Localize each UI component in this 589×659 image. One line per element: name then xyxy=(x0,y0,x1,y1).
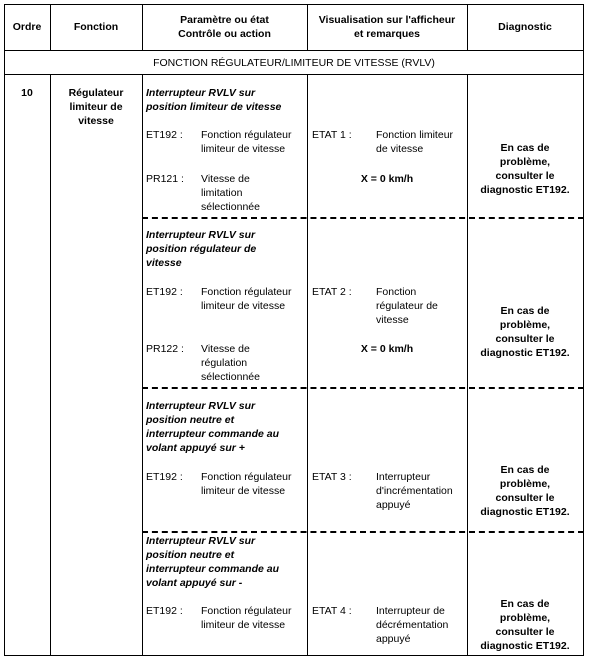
block-title-line: position neutre et xyxy=(146,414,235,426)
etat-desc-line: Interrupteur xyxy=(376,471,431,483)
etat-desc-line: Fonction xyxy=(376,286,417,298)
block-3-title xyxy=(146,399,279,455)
header-visualisation xyxy=(307,4,467,50)
etat-desc-line: appuyé xyxy=(376,499,411,511)
col-divider-2 xyxy=(142,74,143,656)
block-separator-2 xyxy=(142,387,584,389)
block-4-param-1-code: ET192 : xyxy=(146,605,183,617)
block-2-etat: ETAT 2 : xyxy=(312,286,352,298)
section-separator xyxy=(4,74,584,75)
diag-line: problème, xyxy=(499,612,551,624)
block-4-title xyxy=(146,534,279,590)
etat-desc-line: d'incrémentation xyxy=(376,485,453,497)
block-1-param-1-code: ET192 : xyxy=(146,129,183,141)
diag-line: En cas de xyxy=(500,305,550,317)
param-desc-line: Fonction régulateur xyxy=(201,286,292,298)
block-2-title xyxy=(146,228,256,270)
param-desc-line: Vitesse de xyxy=(201,173,250,185)
fonction-line: Régulateur xyxy=(68,87,124,99)
etat-desc-line: Interrupteur de xyxy=(376,605,445,617)
diag-line: En cas de xyxy=(500,598,550,610)
header-diagnostic: Diagnostic xyxy=(498,21,552,33)
block-title-line: Interrupteur RVLV sur xyxy=(146,229,256,241)
header-separator xyxy=(4,50,584,51)
block-title-line: position neutre et xyxy=(146,549,235,561)
block-1-etat-desc xyxy=(376,128,453,156)
block-1-x-value: X = 0 km/h xyxy=(360,173,414,185)
diagnostic-table xyxy=(4,4,584,656)
diag-line: diagnostic ET192. xyxy=(480,506,570,518)
block-3-param-1-code: ET192 : xyxy=(146,471,183,483)
header-visualisation-line1: Visualisation sur l'afficheur xyxy=(318,14,456,26)
etat-desc-line: décrémentation xyxy=(376,619,449,631)
table-border-left xyxy=(4,4,5,656)
block-title-line: interrupteur commande au xyxy=(146,563,280,575)
block-1-param-2-desc xyxy=(201,172,260,214)
block-title-line: position régulateur de xyxy=(146,243,257,255)
ordre-value: 10 xyxy=(21,87,33,99)
block-2-param-2-desc xyxy=(201,342,260,384)
diag-line: consulter le xyxy=(495,492,555,504)
param-desc-line: sélectionnée xyxy=(201,201,260,213)
fonction-label xyxy=(50,86,142,128)
section-title: FONCTION RÉGULATEUR/LIMITEUR DE VITESSE (RVLV) xyxy=(153,57,435,69)
param-desc-line: sélectionnée xyxy=(201,371,260,383)
etat-desc-line: régulateur de xyxy=(376,300,438,312)
fonction-line: vitesse xyxy=(78,115,114,127)
block-title-line: interrupteur commande au xyxy=(146,428,280,440)
fonction-line: limiteur de xyxy=(69,101,123,113)
block-title-line: volant appuyé sur + xyxy=(146,442,245,454)
block-2-x-value: X = 0 km/h xyxy=(360,343,414,355)
block-2-param-2-code: PR122 : xyxy=(146,343,184,355)
header-fonction: Fonction xyxy=(73,21,119,33)
block-1-diagnostic xyxy=(467,141,583,197)
block-3-etat-desc xyxy=(376,470,453,512)
etat-desc-line: Fonction limiteur xyxy=(376,129,454,141)
block-title-line: position limiteur de vitesse xyxy=(146,101,282,113)
block-title-line: vitesse xyxy=(146,257,182,269)
etat-desc-line: de vitesse xyxy=(376,143,424,155)
diag-line: diagnostic ET192. xyxy=(480,347,570,359)
block-2-param-1-desc xyxy=(201,285,291,313)
block-title-line: volant appuyé sur - xyxy=(146,577,243,589)
diag-line: consulter le xyxy=(495,626,555,638)
block-4-etat: ETAT 4 : xyxy=(312,605,352,617)
diag-line: problème, xyxy=(499,319,551,331)
col-divider-3 xyxy=(307,74,308,656)
block-4-diagnostic xyxy=(467,597,583,653)
block-1-etat: ETAT 1 : xyxy=(312,129,352,141)
block-3-diagnostic xyxy=(467,463,583,519)
header-visualisation-line2: et remarques xyxy=(354,28,420,40)
block-2-diagnostic xyxy=(467,304,583,360)
block-1-title xyxy=(146,86,281,114)
header-ordre: Ordre xyxy=(12,21,42,33)
param-desc-line: Vitesse de xyxy=(201,343,250,355)
etat-desc-line: vitesse xyxy=(376,314,409,326)
diag-line: En cas de xyxy=(500,142,550,154)
diag-line: diagnostic ET192. xyxy=(480,640,570,652)
param-desc-line: Fonction régulateur xyxy=(201,471,292,483)
block-title-line: Interrupteur RVLV sur xyxy=(146,400,256,412)
block-3-param-1-desc xyxy=(201,470,291,498)
table-border-right xyxy=(583,4,584,656)
block-4-etat-desc xyxy=(376,604,448,646)
param-desc-line: limiteur de vitesse xyxy=(201,485,286,497)
param-desc-line: limiteur de vitesse xyxy=(201,143,286,155)
block-1-param-1-desc xyxy=(201,128,291,156)
diag-line: consulter le xyxy=(495,333,555,345)
param-desc-line: limiteur de vitesse xyxy=(201,300,286,312)
etat-desc-line: appuyé xyxy=(376,633,411,645)
param-desc-line: limiteur de vitesse xyxy=(201,619,286,631)
diag-line: problème, xyxy=(499,478,551,490)
param-desc-line: régulation xyxy=(201,357,248,369)
diag-line: diagnostic ET192. xyxy=(480,184,570,196)
block-title-line: Interrupteur RVLV sur xyxy=(146,535,256,547)
block-3-etat: ETAT 3 : xyxy=(312,471,352,483)
block-1-param-2-code: PR121 : xyxy=(146,173,184,185)
diag-line: problème, xyxy=(499,156,551,168)
table-border-bottom xyxy=(4,655,584,656)
block-separator-1 xyxy=(142,217,584,219)
block-2-param-1-code: ET192 : xyxy=(146,286,183,298)
header-parametre xyxy=(142,4,307,50)
diag-line: consulter le xyxy=(495,170,555,182)
block-4-param-1-desc xyxy=(201,604,291,632)
diag-line: En cas de xyxy=(500,464,550,476)
block-2-etat-desc xyxy=(376,285,438,327)
header-parametre-line1: Paramètre ou état xyxy=(180,14,269,26)
col-divider-1 xyxy=(50,74,51,656)
header-parametre-line2: Contrôle ou action xyxy=(178,28,271,40)
block-title-line: Interrupteur RVLV sur xyxy=(146,87,256,99)
param-desc-line: Fonction régulateur xyxy=(201,605,292,617)
param-desc-line: limitation xyxy=(201,187,243,199)
param-desc-line: Fonction régulateur xyxy=(201,129,292,141)
block-separator-3 xyxy=(142,531,584,533)
